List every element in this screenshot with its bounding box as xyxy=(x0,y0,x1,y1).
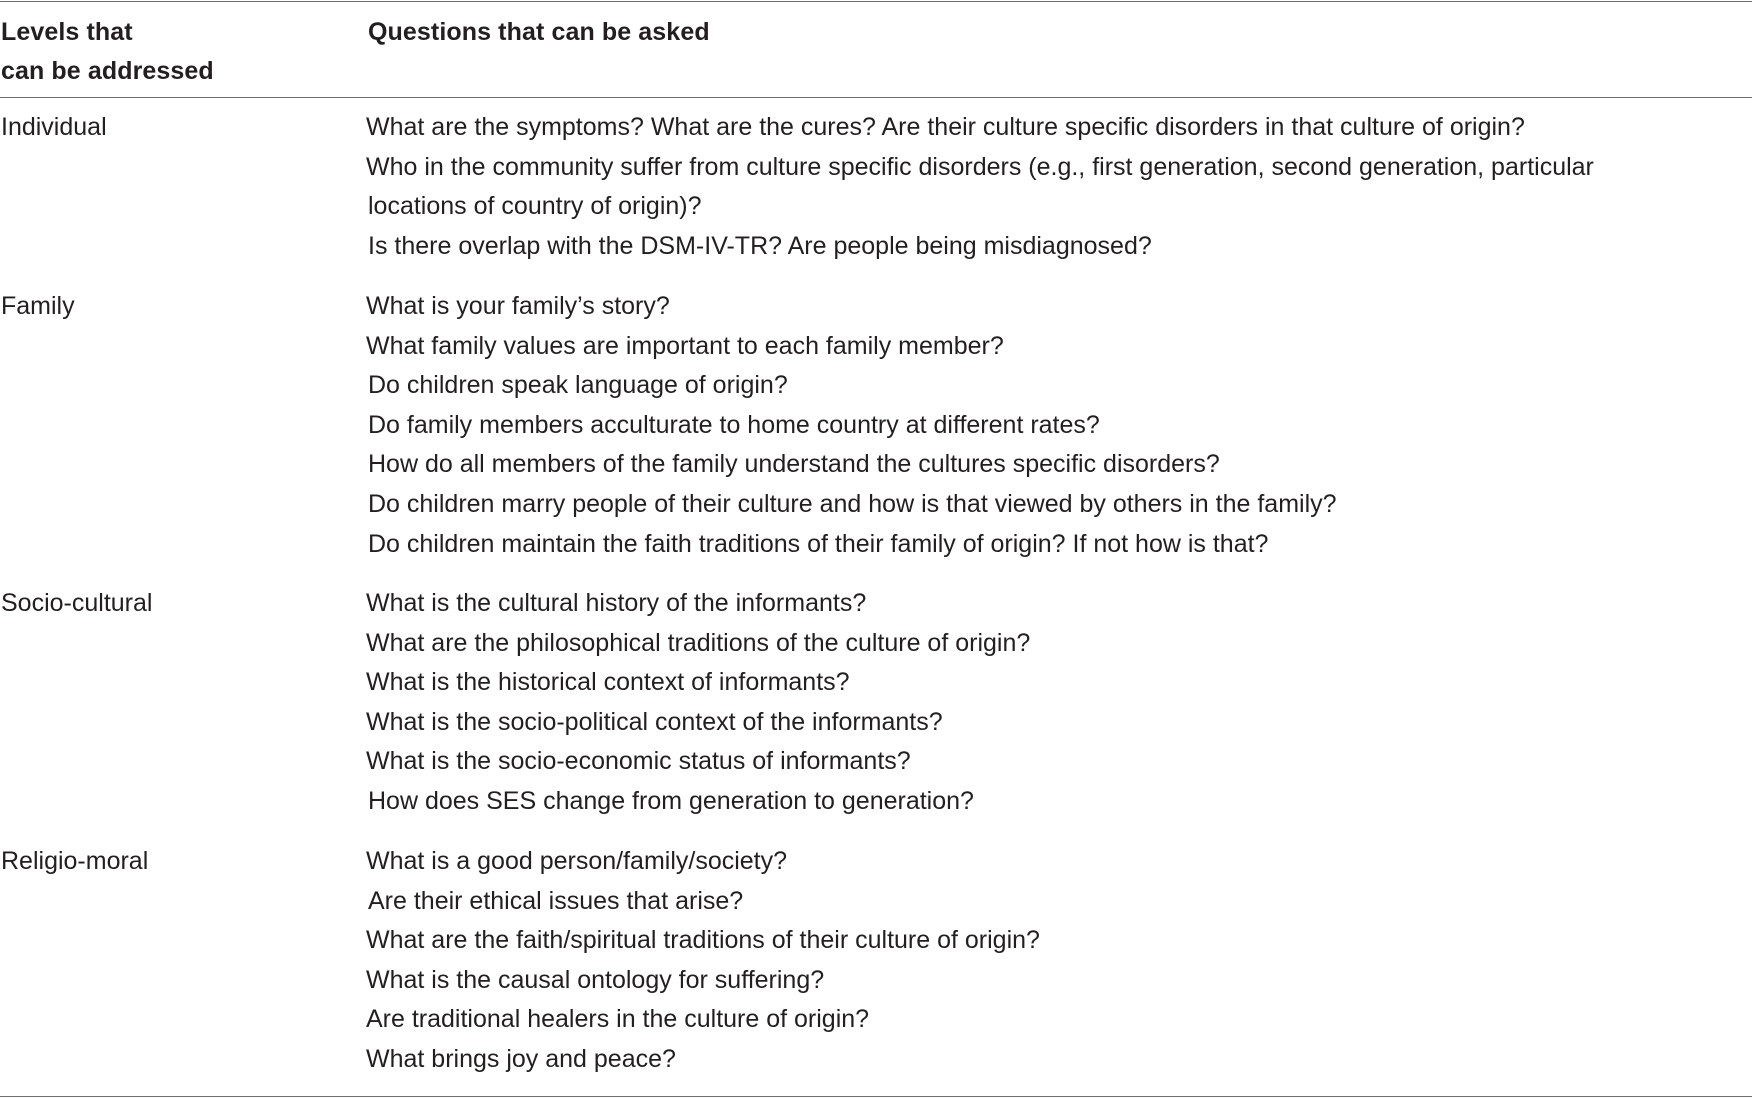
question-item: Do children maintain the faith traditions of their family of origin? If not how is that? xyxy=(368,529,1269,558)
question-item: What brings joy and peace? xyxy=(366,1044,676,1073)
question-item: What is the cultural history of the informants? xyxy=(366,589,867,617)
table-bottom-rule xyxy=(0,1096,1752,1097)
question-item: What is the socio-political context of the informants? xyxy=(366,707,943,736)
question-list xyxy=(366,108,1666,266)
question-item: Do children speak language of origin? xyxy=(368,371,788,400)
level-cell: Socio-cultural xyxy=(1,589,153,617)
question-list xyxy=(366,584,1666,822)
question-item: What is the socio-economic status of informants? xyxy=(366,747,911,776)
question-item: What are the symptoms? What are the cures? Are their culture specific disorders in that culture of origin? xyxy=(366,113,1525,141)
question-item: Is there overlap with the DSM-IV-TR? Are people being misdiagnosed? xyxy=(368,231,1152,260)
question-item: What are the philosophical traditions of the culture of origin? xyxy=(366,628,1031,657)
question-item: What are the faith/spiritual traditions of their culture of origin? xyxy=(366,926,1040,955)
question-item: What is the historical context of informants? xyxy=(366,668,850,697)
question-item: How does SES change from generation to generation? xyxy=(368,786,974,815)
level-cell: Religio-moral xyxy=(1,847,149,875)
question-item: What is the causal ontology for suffering? xyxy=(366,965,825,994)
question-item: Do children marry people of their culture and how is that viewed by others in the family? xyxy=(368,489,1337,518)
question-item: What family values are important to each family member? xyxy=(366,331,1004,360)
table-header-rule xyxy=(0,97,1752,98)
question-item: Do family members acculturate to home country at different rates? xyxy=(368,410,1100,439)
question-list xyxy=(366,842,1666,1080)
question-item: Are their ethical issues that arise? xyxy=(368,886,744,915)
question-item: What is your family’s story? xyxy=(366,292,670,320)
header-levels-line1: Levels that xyxy=(1,18,133,46)
question-item: How do all members of the family understand the cultures specific disorders? xyxy=(368,450,1220,479)
header-levels xyxy=(1,13,301,91)
question-item: Are traditional healers in the culture of origin? xyxy=(366,1005,870,1034)
level-cell: Individual xyxy=(1,113,107,141)
table-header-row xyxy=(0,0,1752,97)
question-item: What is a good person/family/society? xyxy=(366,847,788,875)
question-item-continuation: locations of country of origin)? xyxy=(368,192,702,221)
question-item: Who in the community suffer from culture specific disorders (e.g., first generation, second generation, particular xyxy=(366,152,1594,181)
level-cell: Family xyxy=(1,292,75,320)
header-questions: Questions that can be asked xyxy=(368,18,710,46)
question-list xyxy=(366,287,1666,564)
header-levels-line2: can be addressed xyxy=(1,57,214,85)
